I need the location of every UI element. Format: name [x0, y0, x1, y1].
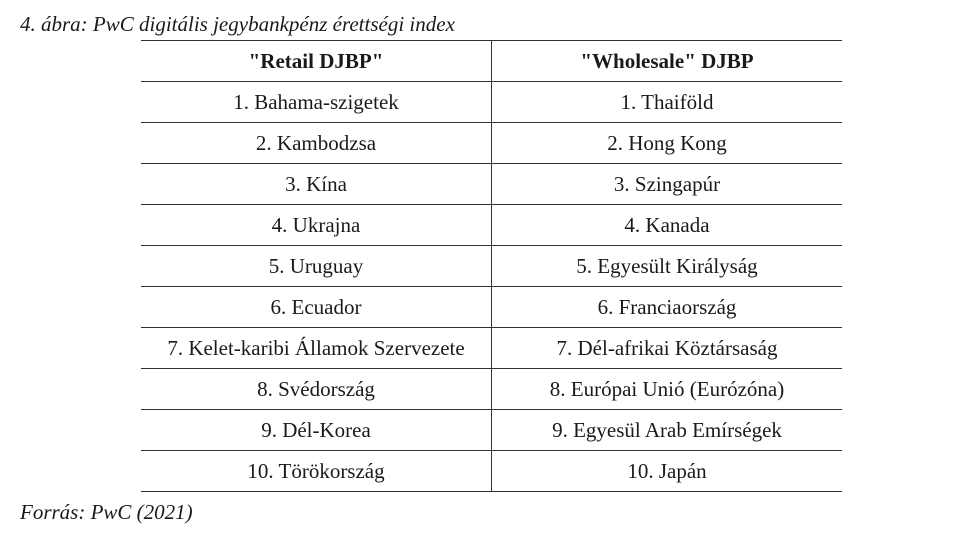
retail-cell: 6. Ecuador: [141, 287, 492, 328]
table-row: [141, 287, 842, 328]
retail-cell: 7. Kelet-karibi Államok Szervezete: [141, 328, 492, 369]
table-row: [141, 246, 842, 287]
table-row: [141, 205, 842, 246]
wholesale-cell: 1. Thaiföld: [492, 82, 843, 123]
wholesale-cell: 9. Egyesül Arab Emírségek: [492, 410, 843, 451]
table-row: [141, 123, 842, 164]
table-row: [141, 328, 842, 369]
wholesale-cell: 5. Egyesült Királyság: [492, 246, 843, 287]
table-row: [141, 82, 842, 123]
table-row: [141, 369, 842, 410]
wholesale-cell: 8. Európai Unió (Eurózóna): [492, 369, 843, 410]
retail-cell: 2. Kambodzsa: [141, 123, 492, 164]
wholesale-cell: 7. Dél-afrikai Köztársaság: [492, 328, 843, 369]
retail-cell: 1. Bahama-szigetek: [141, 82, 492, 123]
figure-caption: 4. ábra: PwC digitális jegybankpénz érettségi index: [20, 12, 455, 36]
wholesale-cell: 6. Franciaország: [492, 287, 843, 328]
cbdc-maturity-table: [141, 40, 842, 492]
retail-column-header: "Retail DJBP": [141, 41, 492, 82]
wholesale-cell: 3. Szingapúr: [492, 164, 843, 205]
table-row: [141, 410, 842, 451]
wholesale-cell: 2. Hong Kong: [492, 123, 843, 164]
wholesale-cell: 10. Japán: [492, 451, 843, 492]
retail-cell: 4. Ukrajna: [141, 205, 492, 246]
table-row: [141, 164, 842, 205]
wholesale-column-header: "Wholesale" DJBP: [492, 41, 843, 82]
wholesale-cell: 4. Kanada: [492, 205, 843, 246]
retail-cell: 10. Törökország: [141, 451, 492, 492]
retail-cell: 5. Uruguay: [141, 246, 492, 287]
table-row: [141, 451, 842, 492]
retail-cell: 3. Kína: [141, 164, 492, 205]
table-header-row: [141, 41, 842, 82]
retail-cell: 8. Svédország: [141, 369, 492, 410]
source-note: Forrás: PwC (2021): [20, 500, 193, 524]
retail-cell: 9. Dél-Korea: [141, 410, 492, 451]
